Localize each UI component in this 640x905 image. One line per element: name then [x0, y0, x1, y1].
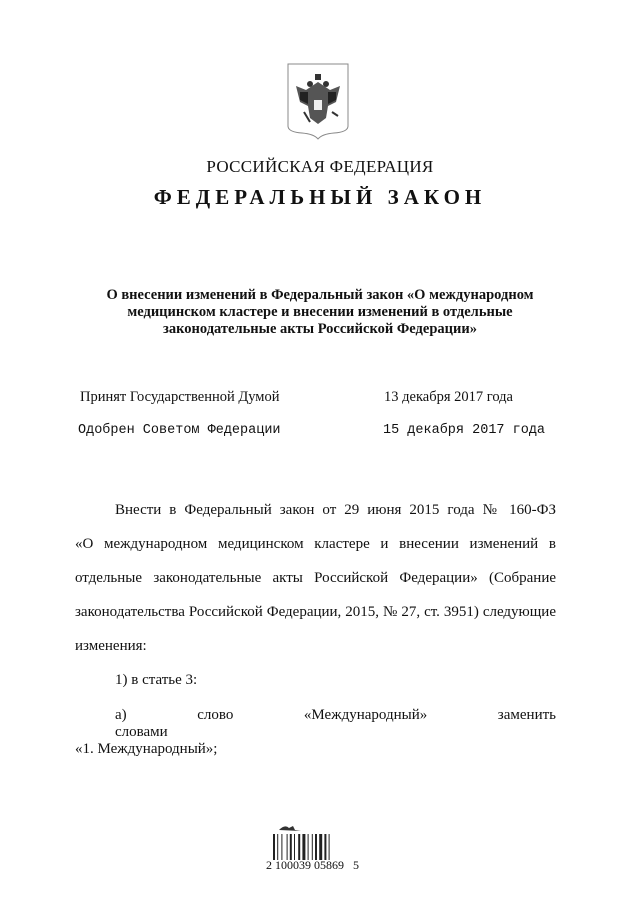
council-approval-label: Одобрен Советом Федерации [78, 423, 281, 438]
document-title: ФЕДЕРАЛЬНЫЙ ЗАКОН [153, 185, 487, 209]
body-line: изменения: [75, 638, 147, 654]
barcode-bar [312, 834, 313, 860]
barcode-bar [281, 834, 282, 860]
duma-adoption-label: Принят Государственной Думой [80, 389, 280, 405]
barcode-bar [324, 834, 326, 860]
barcode-bar [315, 834, 317, 860]
barcode-bar [290, 834, 292, 860]
barcode-bar [273, 834, 275, 860]
subject-line: О внесении изменений в Федеральный закон «О международном [106, 287, 534, 303]
barcode-bar [302, 834, 305, 860]
council-approval-date: 15 декабря 2017 года [383, 423, 546, 438]
barcode-number: 2 100039 05869 5 [266, 858, 359, 872]
barcode-bar [308, 834, 309, 860]
country-name: РОССИЙСКАЯ ФЕДЕРАЦИЯ [206, 157, 434, 176]
barcode-bar [287, 834, 288, 860]
body-line: «1. Международный»; [75, 741, 218, 757]
body-line: отдельные законодательные акты Российской Федерации» (Собрание [75, 570, 556, 586]
barcode-bar [319, 834, 322, 860]
coat-of-arms-emblem [286, 62, 350, 140]
body-line: 1) в статье 3: [115, 672, 198, 688]
body-line: законодательства Российской Федерации, 2015, № 27, ст. 3951) следующие [75, 604, 556, 620]
barcode-bar [277, 834, 278, 860]
barcode-bar [329, 834, 330, 860]
subject-line: законодательные акты Российской Федерации» [163, 321, 477, 337]
barcode-bar [294, 834, 295, 860]
barcode-bar [298, 834, 300, 860]
law-subject [90, 287, 550, 338]
body-line: «О международном медицинском кластере и внесении изменений в [75, 536, 556, 552]
body-line: Внести в Федеральный закон от 29 июня 2015 года № 160-ФЗ [115, 502, 556, 518]
duma-adoption-date: 13 декабря 2017 года [384, 389, 513, 405]
body-line: а) слово «Международный» заменить словами [115, 707, 556, 740]
subject-line: медицинском кластере и внесении изменений в отдельные [127, 304, 513, 320]
